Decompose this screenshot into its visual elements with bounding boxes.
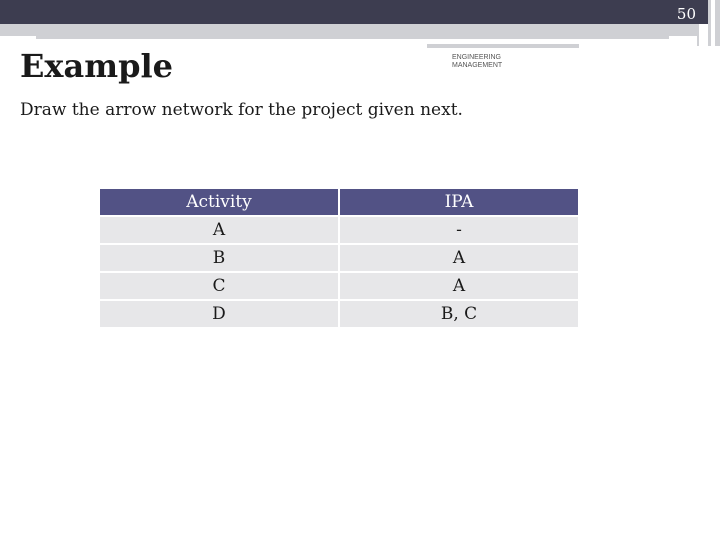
brand-rule — [427, 44, 579, 48]
table-row — [99, 216, 579, 244]
ipa-cell: - — [339, 216, 579, 244]
top-decoration-line — [36, 36, 669, 39]
activity-table — [98, 187, 580, 329]
header-activity: Activity — [99, 188, 339, 216]
top-decoration-band — [0, 24, 697, 36]
table-row — [99, 244, 579, 272]
table-header-row — [99, 188, 579, 216]
side-decoration-bar — [708, 0, 711, 46]
activity-cell: D — [99, 300, 339, 328]
side-decoration-bar — [715, 0, 720, 46]
ipa-cell: A — [339, 272, 579, 300]
brand-line-2: MANAGEMENT — [452, 62, 503, 69]
page-number: 50 — [676, 5, 696, 23]
activity-cell: B — [99, 244, 339, 272]
ipa-cell: A — [339, 244, 579, 272]
instruction-text: Draw the arrow network for the project given next. — [20, 100, 463, 120]
activity-cell: C — [99, 272, 339, 300]
side-decoration-bar — [697, 24, 699, 46]
top-bar — [0, 0, 708, 24]
ipa-cell: B, C — [339, 300, 579, 328]
brand-line-1: ENGINEERING — [452, 54, 502, 61]
header-ipa: IPA — [339, 188, 579, 216]
slide-title: Example — [20, 47, 173, 85]
activity-cell: A — [99, 216, 339, 244]
brand-label — [452, 54, 502, 70]
table-row — [99, 272, 579, 300]
table-row — [99, 300, 579, 328]
